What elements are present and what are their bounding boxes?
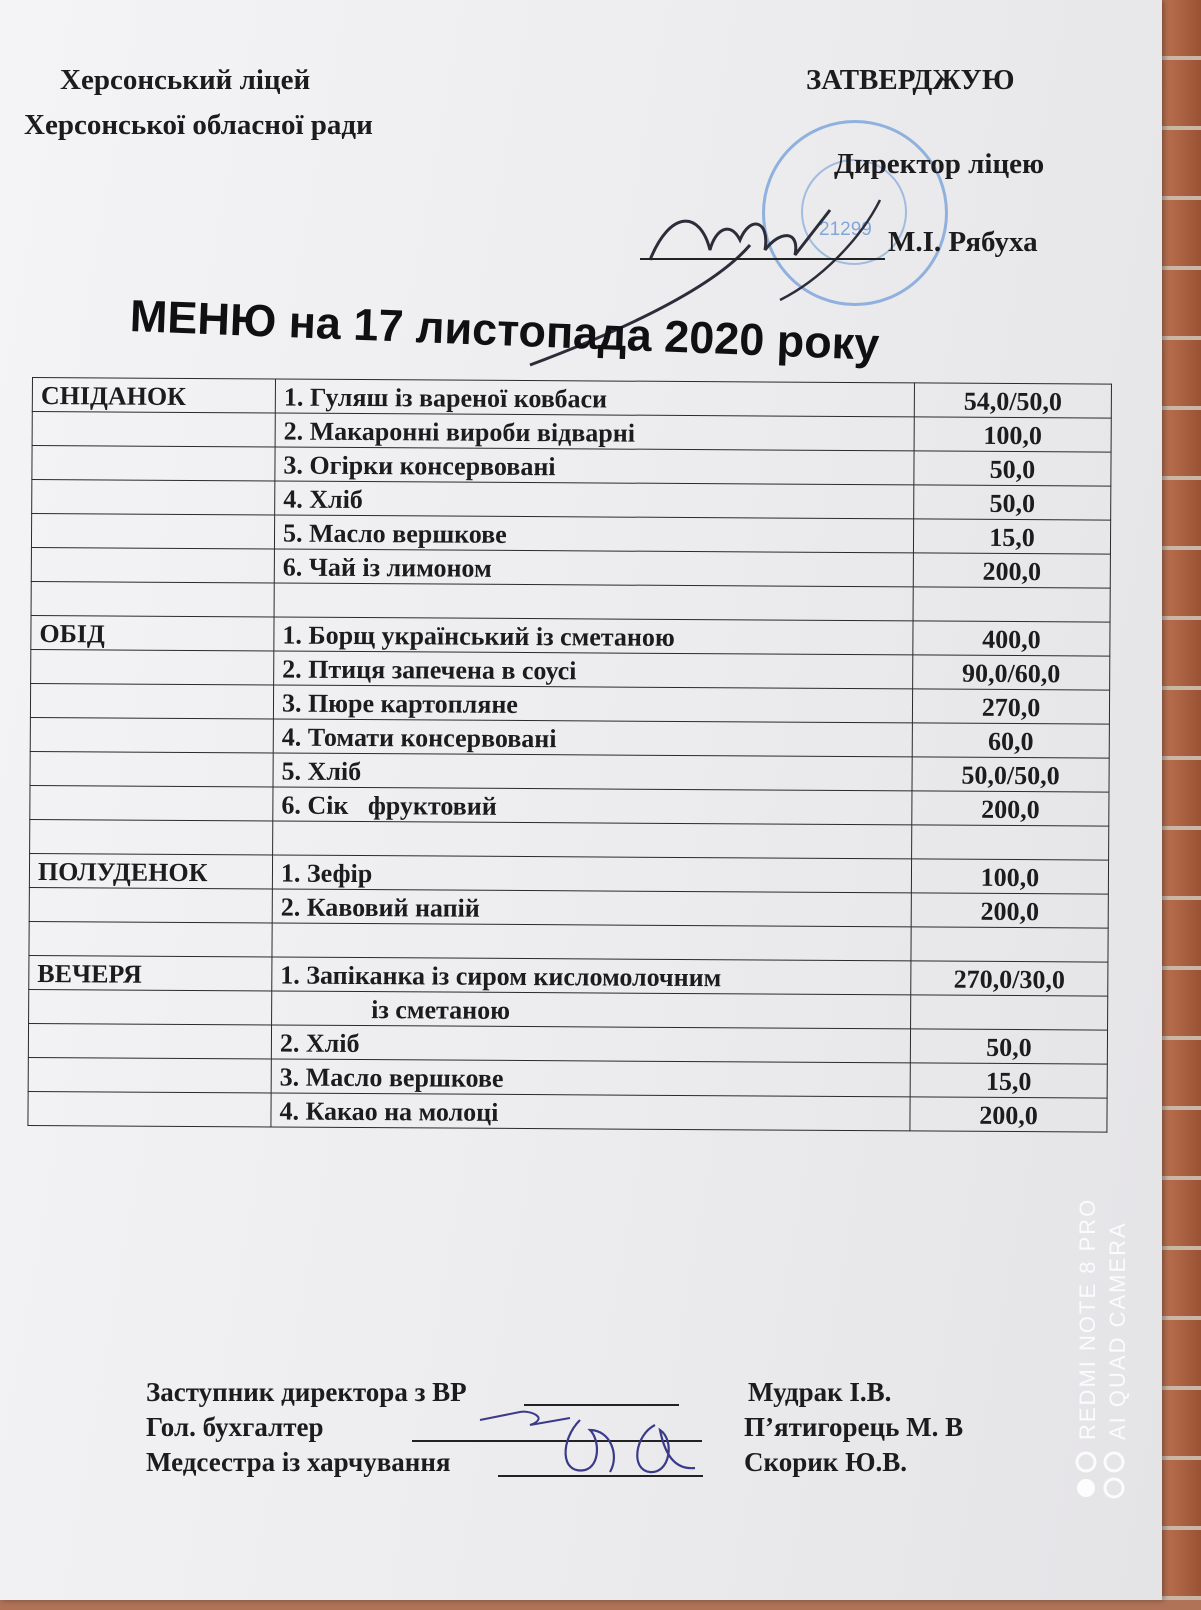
amount-cell: 100,0 bbox=[914, 417, 1111, 452]
meal-cell bbox=[29, 989, 272, 1024]
amount-cell: 200,0 bbox=[912, 791, 1109, 826]
amount-cell bbox=[911, 995, 1108, 1030]
camera-watermark bbox=[1063, 1190, 1163, 1610]
dish-cell bbox=[272, 923, 911, 961]
amount-cell: 54,0/50,0 bbox=[914, 383, 1111, 418]
dish-cell: 2. Кавовий напій bbox=[272, 889, 911, 927]
dish-cell: 2. Макаронні вироби відварні bbox=[275, 413, 914, 451]
director-signature-line bbox=[640, 258, 885, 260]
meal-cell bbox=[30, 751, 273, 786]
amount-cell: 60,0 bbox=[912, 723, 1109, 758]
dish-cell: 4. Томати консервовані bbox=[273, 719, 912, 757]
dish-cell: 1. Запіканка із сиром кисломолочним bbox=[272, 957, 911, 995]
dish-cell: 6. Сік фруктовий bbox=[273, 787, 912, 825]
meal-cell bbox=[28, 1091, 271, 1126]
dish-cell: 3. Пюре картопляне bbox=[273, 685, 912, 723]
dish-cell: із сметаною bbox=[272, 991, 911, 1029]
meal-cell bbox=[30, 717, 273, 752]
meal-cell: ПОЛУДЕНОК bbox=[29, 853, 272, 888]
meal-cell bbox=[32, 446, 275, 481]
handwritten-signatures-footer bbox=[460, 1400, 700, 1490]
amount-cell: 50,0 bbox=[914, 485, 1111, 520]
signature-name-deputy: Мудрак І.В. bbox=[748, 1377, 892, 1407]
amount-cell: 50,0/50,0 bbox=[912, 757, 1109, 792]
organization-name-line2: Херсонської обласної ради bbox=[24, 109, 373, 141]
amount-cell: 400,0 bbox=[913, 621, 1110, 656]
amount-cell: 200,0 bbox=[913, 553, 1110, 588]
dish-cell: 3. Масло вершкове bbox=[271, 1059, 910, 1097]
amount-cell bbox=[913, 587, 1110, 622]
amount-cell: 15,0 bbox=[913, 519, 1110, 554]
amount-cell: 50,0 bbox=[914, 451, 1111, 486]
amount-cell: 270,0 bbox=[912, 689, 1109, 724]
meal-cell bbox=[31, 547, 274, 582]
menu-title: МЕНЮ на 17 листопада 2020 року bbox=[129, 290, 881, 370]
dish-cell bbox=[274, 583, 913, 621]
meal-cell bbox=[29, 887, 272, 922]
menu-table bbox=[27, 377, 1112, 1133]
meal-cell bbox=[30, 819, 273, 854]
meal-cell bbox=[29, 921, 272, 956]
director-title: Директор ліцею bbox=[834, 148, 1045, 180]
dish-cell: 4. Какао на молоці bbox=[271, 1093, 910, 1131]
meal-cell: СНІДАНОК bbox=[32, 378, 275, 413]
dish-cell: 2. Птиця запечена в соусі bbox=[274, 651, 913, 689]
dish-cell: 1. Гуляш із вареної ковбаси bbox=[275, 379, 914, 417]
meal-cell bbox=[30, 683, 273, 718]
menu-row bbox=[28, 1091, 1107, 1132]
director-name: М.І. Рябуха bbox=[888, 226, 1038, 258]
approval-label: ЗАТВЕРДЖУЮ bbox=[806, 64, 1015, 96]
camera-watermark-line2: AI QUAD CAMERA bbox=[1105, 1221, 1130, 1440]
meal-cell bbox=[32, 480, 275, 515]
amount-cell bbox=[912, 825, 1109, 860]
menu-row bbox=[29, 853, 1108, 894]
amount-cell: 200,0 bbox=[911, 893, 1108, 928]
signature-role-accountant: Гол. бухгалтер bbox=[146, 1412, 324, 1442]
meal-cell bbox=[32, 412, 275, 447]
dish-cell: 1. Борщ український із сметаною bbox=[274, 617, 913, 655]
signature-role-deputy: Заступник директора з ВР bbox=[146, 1377, 467, 1407]
meal-cell bbox=[28, 1023, 271, 1058]
signature-name-nurse: Скорик Ю.В. bbox=[744, 1447, 907, 1477]
camera-logo-icon bbox=[1071, 1450, 1141, 1500]
camera-watermark-line1: REDMI NOTE 8 PRO bbox=[1075, 1197, 1100, 1440]
dish-cell: 2. Хліб bbox=[271, 1025, 910, 1063]
meal-cell bbox=[31, 649, 274, 684]
amount-cell: 15,0 bbox=[910, 1063, 1107, 1098]
dish-cell: 3. Огірки консервовані bbox=[275, 447, 914, 485]
dish-cell: 1. Зефір bbox=[272, 855, 911, 893]
organization-name-line1: Херсонський ліцей bbox=[60, 64, 311, 96]
amount-cell: 90,0/60,0 bbox=[913, 655, 1110, 690]
dish-cell bbox=[273, 821, 912, 859]
amount-cell: 50,0 bbox=[910, 1029, 1107, 1064]
signature-role-nurse: Медсестра із харчування bbox=[146, 1447, 451, 1477]
meal-cell bbox=[31, 514, 274, 549]
dish-cell: 5. Масло вершкове bbox=[274, 515, 913, 553]
dish-cell: 6. Чай із лимоном bbox=[274, 549, 913, 587]
meal-cell: ВЕЧЕРЯ bbox=[29, 955, 272, 990]
signature-name-accountant: П’ятигорець М. В bbox=[744, 1412, 964, 1442]
dish-cell: 4. Хліб bbox=[275, 481, 914, 519]
dish-cell: 5. Хліб bbox=[273, 753, 912, 791]
stamp-code: 21299 bbox=[819, 219, 872, 240]
amount-cell: 100,0 bbox=[911, 859, 1108, 894]
meal-cell bbox=[31, 581, 274, 616]
amount-cell bbox=[911, 927, 1108, 962]
amount-cell: 200,0 bbox=[910, 1097, 1107, 1132]
amount-cell: 270,0/30,0 bbox=[911, 961, 1108, 996]
meal-cell bbox=[30, 785, 273, 820]
meal-cell: ОБІД bbox=[31, 615, 274, 650]
meal-cell bbox=[28, 1057, 271, 1092]
